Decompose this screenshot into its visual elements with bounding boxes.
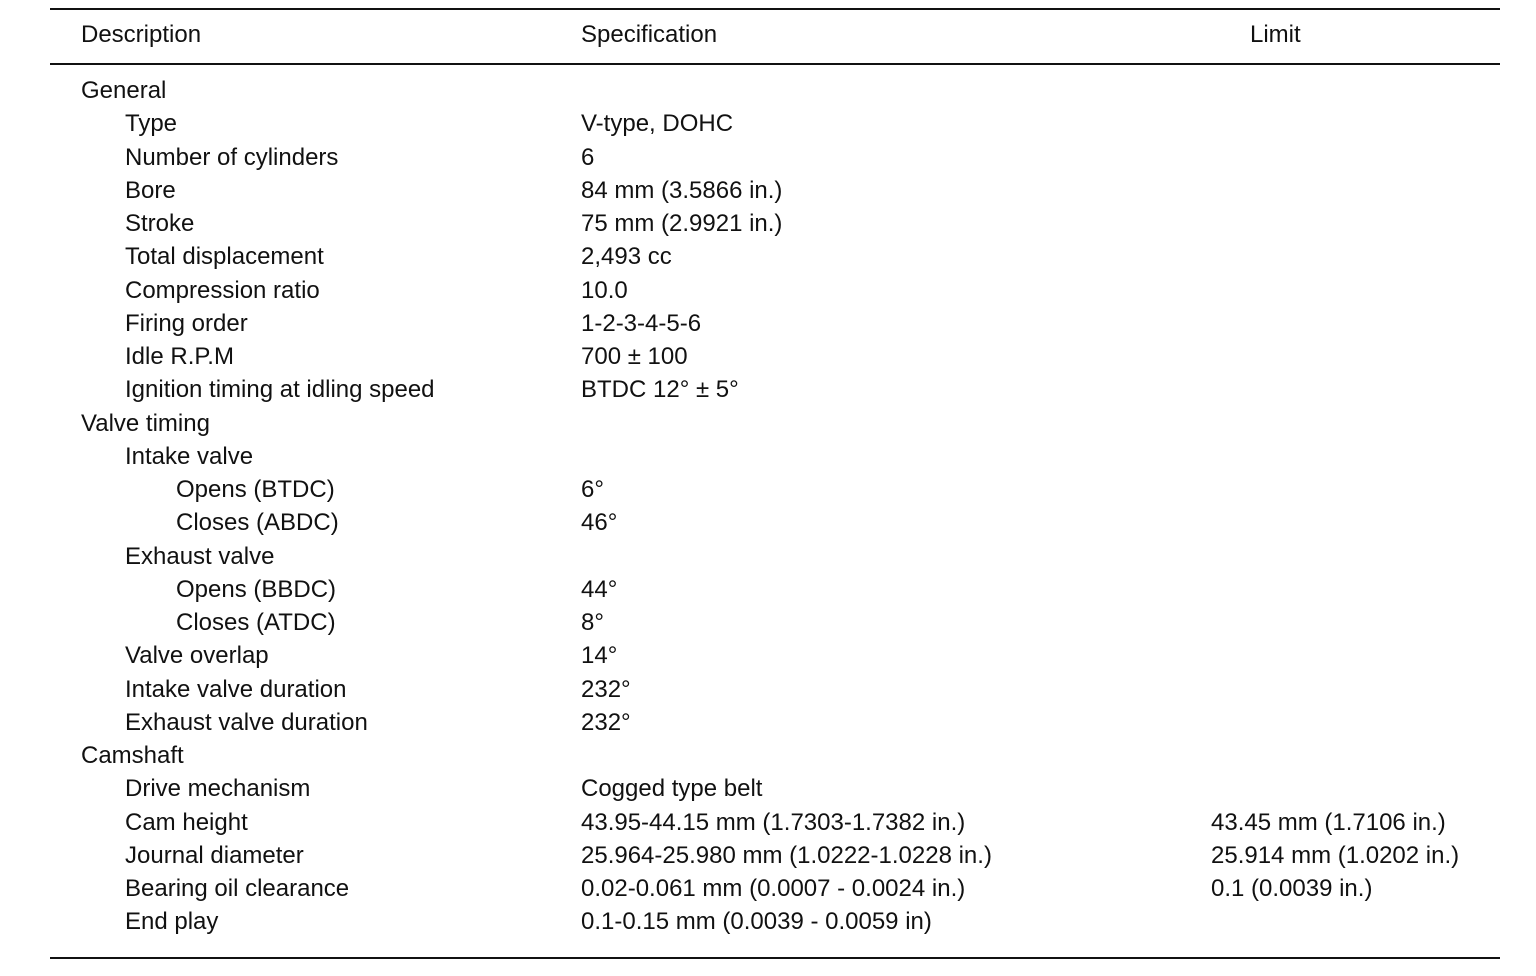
row-specification: 75 mm (2.9921 in.)	[581, 210, 783, 237]
row-description: Drive mechanism	[125, 775, 311, 803]
table-row	[0, 706, 1536, 739]
row-specification: 1-2-3-4-5-6	[581, 309, 702, 337]
table-row	[0, 440, 1536, 473]
row-description: Compression ratio	[125, 276, 320, 304]
row-description: Cam height	[125, 808, 248, 836]
row-specification: V-type, DOHC	[581, 110, 734, 138]
table-row	[0, 340, 1536, 373]
row-specification: 700 ± 100	[581, 343, 688, 370]
row-description: Intake valve	[125, 442, 254, 470]
row-specification: 2,493 cc	[581, 243, 672, 271]
row-specification: 6	[581, 143, 595, 171]
table-row	[0, 240, 1536, 273]
table-row	[0, 806, 1536, 839]
table-row	[0, 174, 1536, 207]
row-description: Intake valve duration	[125, 675, 347, 703]
row-limit: 0.1 (0.0039 in.)	[1211, 875, 1373, 902]
section-row	[0, 74, 1536, 107]
row-specification: 43.95-44.15 mm (1.7303-1.7382 in.)	[581, 808, 966, 836]
row-specification: 232°	[581, 675, 631, 703]
row-specification: 0.1-0.15 mm (0.0039 - 0.0059 in)	[581, 908, 932, 936]
table-row	[0, 141, 1536, 174]
row-description: Opens (BBDC)	[176, 575, 337, 603]
table-row	[0, 207, 1536, 240]
table-row	[0, 373, 1536, 406]
row-specification: 6°	[581, 476, 604, 503]
row-description: Bore	[125, 176, 176, 204]
table-row	[0, 540, 1536, 573]
table-header	[0, 18, 1536, 52]
table-body	[0, 74, 1536, 939]
table-row	[0, 307, 1536, 340]
section-heading: Camshaft	[81, 742, 184, 769]
row-description: Opens (BTDC)	[176, 476, 335, 503]
section-row	[0, 407, 1536, 440]
header-description: Description	[81, 21, 202, 48]
table-top-rule	[50, 8, 1500, 10]
row-description: Firing order	[125, 309, 248, 337]
table-row	[0, 606, 1536, 639]
row-description: Bearing oil clearance	[125, 875, 350, 902]
row-specification: 0.02-0.061 mm (0.0007 - 0.0024 in.)	[581, 875, 966, 902]
row-specification: 232°	[581, 708, 631, 736]
table-bottom-rule	[50, 957, 1500, 959]
row-specification: Cogged type belt	[581, 775, 763, 803]
table-row	[0, 473, 1536, 506]
row-description: Ignition timing at idling speed	[125, 376, 435, 404]
header-specification: Specification	[581, 21, 718, 48]
table-row	[0, 872, 1536, 905]
row-specification: 46°	[581, 509, 618, 537]
row-limit: 25.914 mm (1.0202 in.)	[1211, 841, 1460, 869]
header-bottom-rule	[50, 63, 1500, 65]
row-description: Exhaust valve duration	[125, 708, 368, 736]
row-description: Stroke	[125, 210, 195, 237]
table-row	[0, 506, 1536, 539]
table-row	[0, 274, 1536, 307]
section-heading: General	[81, 77, 167, 104]
row-description: Total displacement	[125, 243, 324, 271]
table-row	[0, 839, 1536, 872]
table-row	[0, 673, 1536, 706]
row-description: Valve overlap	[125, 642, 269, 670]
row-limit: 43.45 mm (1.7106 in.)	[1211, 808, 1446, 836]
section-heading: Valve timing	[81, 409, 210, 437]
table-row	[0, 639, 1536, 672]
table-row	[0, 772, 1536, 805]
header-limit: Limit	[1250, 21, 1301, 48]
table-row	[0, 905, 1536, 938]
row-description: Closes (ATDC)	[176, 609, 336, 636]
row-specification: 8°	[581, 609, 604, 636]
row-description: Journal diameter	[125, 841, 304, 869]
row-specification: 10.0	[581, 276, 628, 304]
table-row	[0, 573, 1536, 606]
row-description: Exhaust valve	[125, 542, 275, 570]
table-row	[0, 107, 1536, 140]
row-specification: 14°	[581, 642, 618, 670]
section-row	[0, 739, 1536, 772]
row-description: End play	[125, 908, 219, 936]
row-specification: BTDC 12° ± 5°	[581, 376, 739, 404]
row-specification: 84 mm (3.5866 in.)	[581, 176, 783, 204]
row-specification: 25.964-25.980 mm (1.0222-1.0228 in.)	[581, 841, 992, 869]
row-description: Closes (ABDC)	[176, 509, 339, 537]
row-description: Idle R.P.M	[125, 343, 234, 370]
row-description: Type	[125, 110, 178, 138]
row-specification: 44°	[581, 575, 618, 603]
row-description: Number of cylinders	[125, 143, 339, 171]
